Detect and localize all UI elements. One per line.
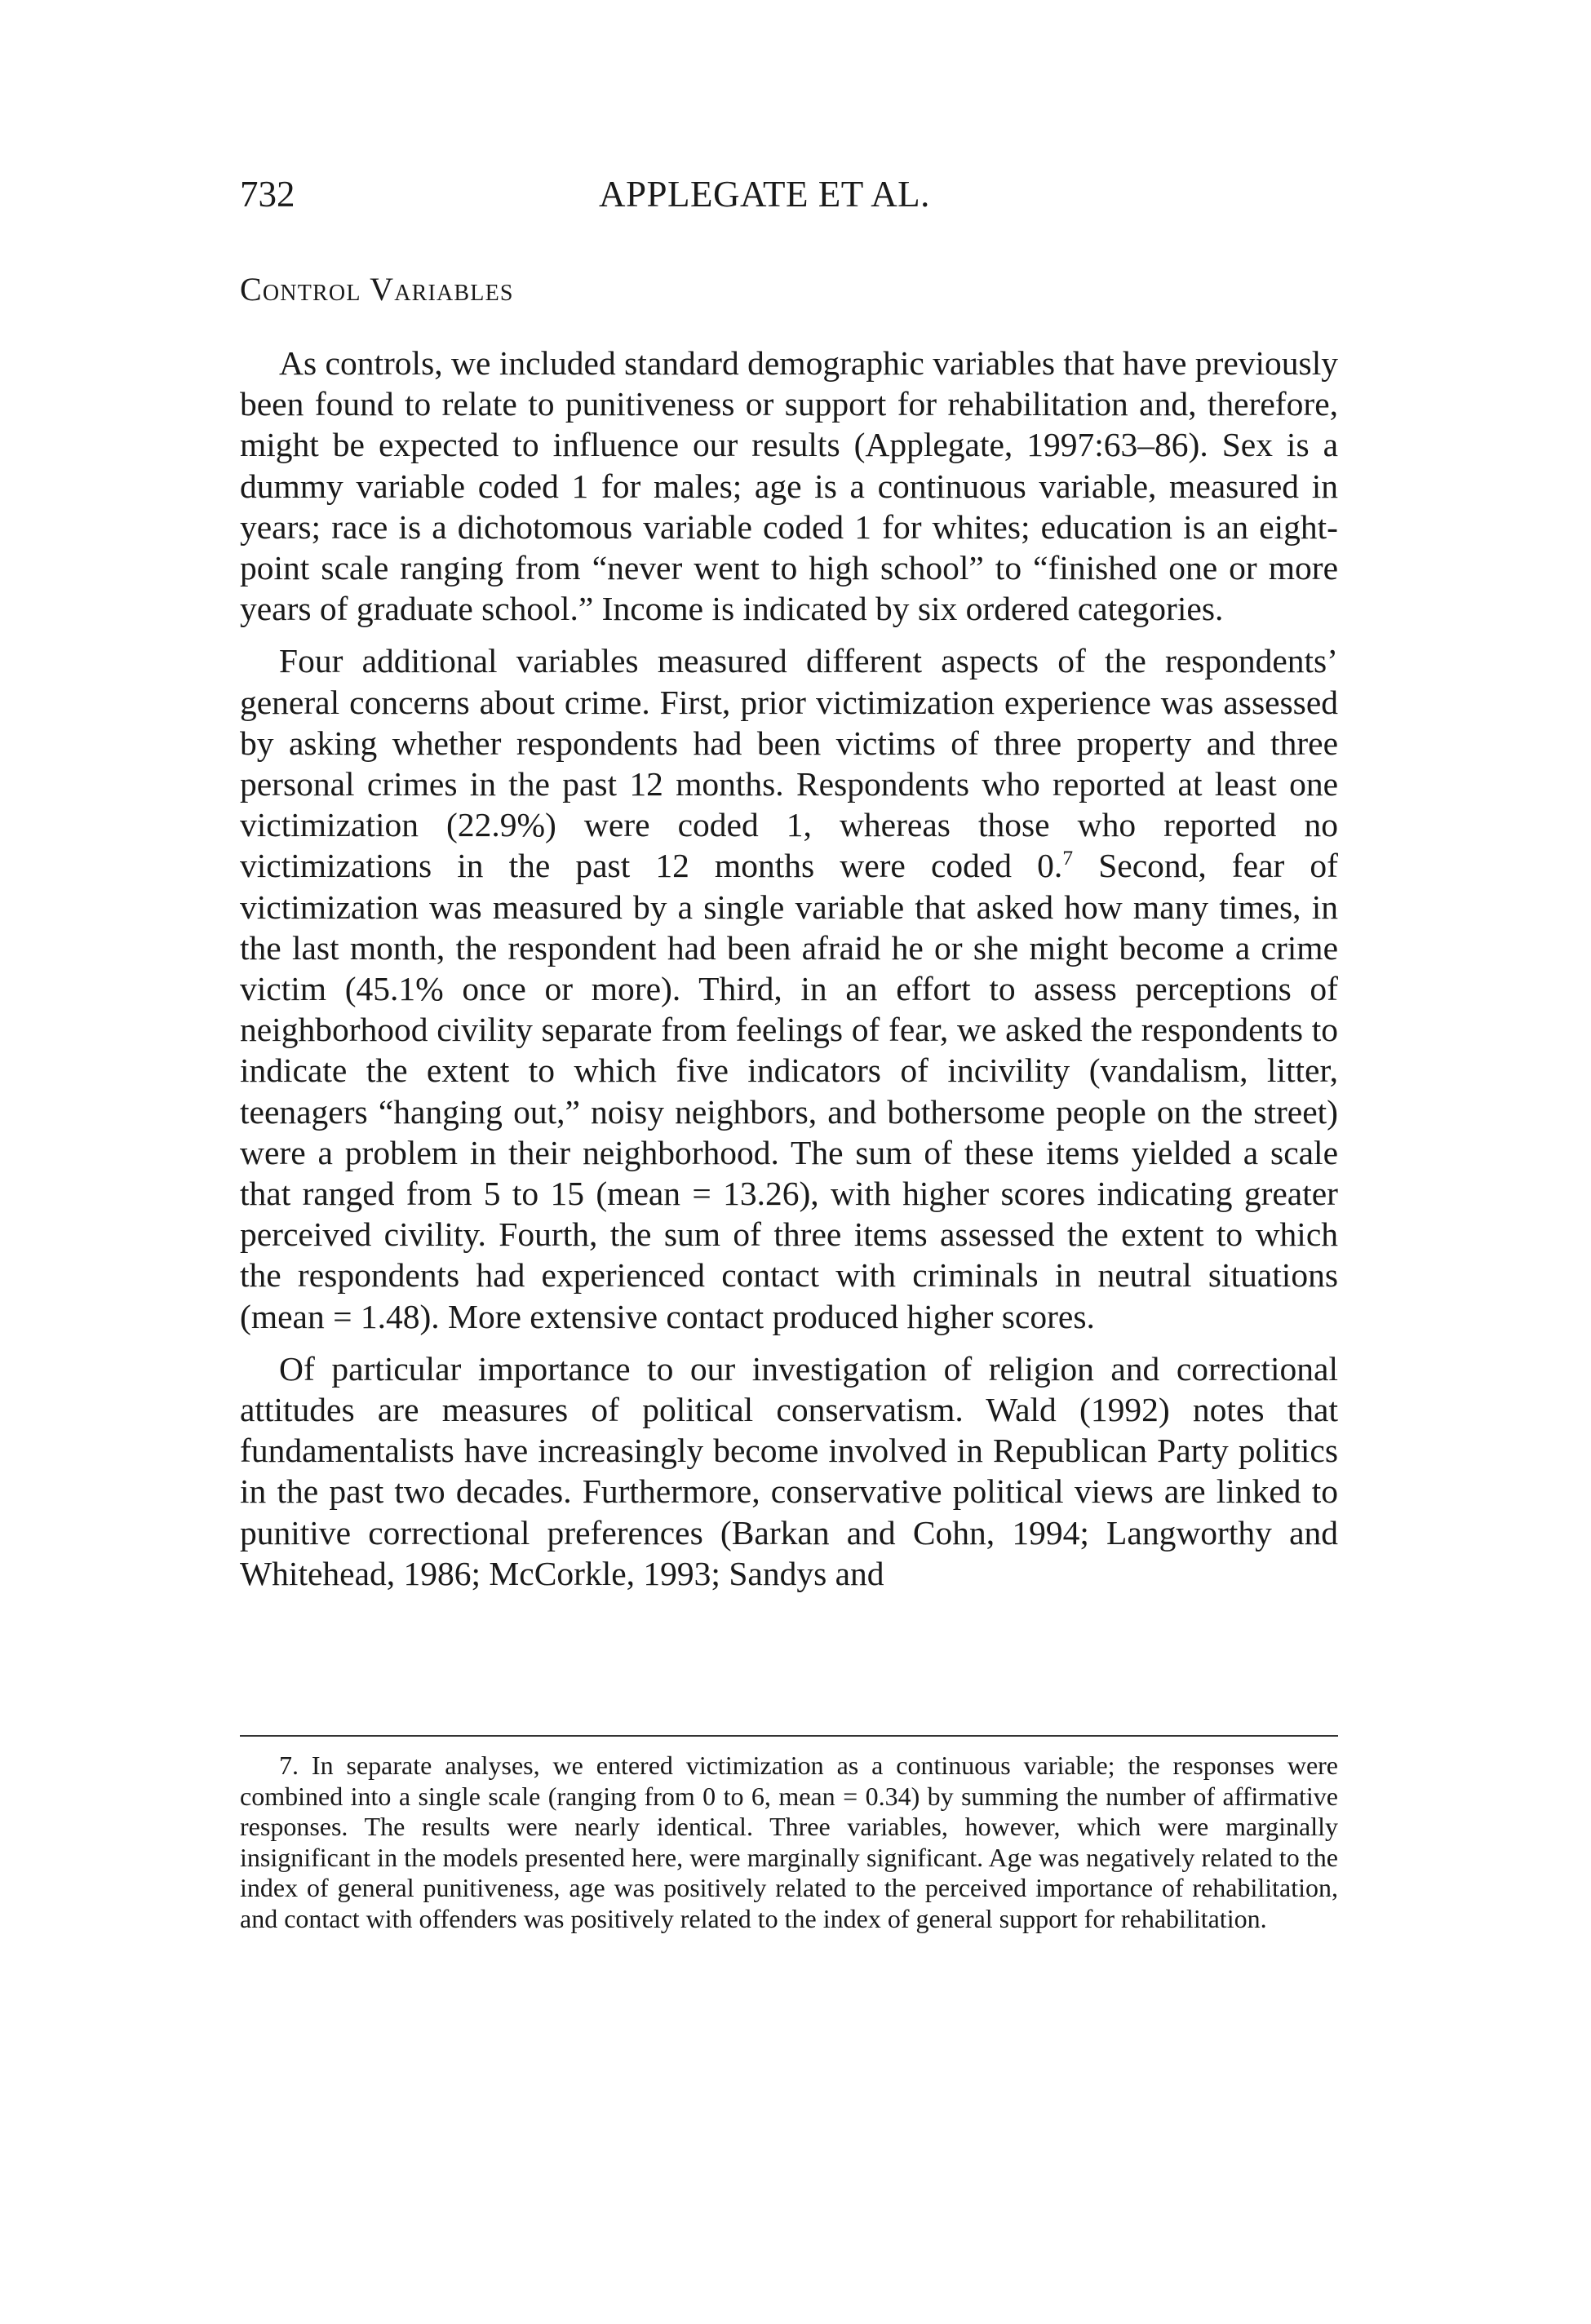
body-text [240,343,1338,1605]
running-title: APPLEGATE ET AL. [599,174,930,215]
paragraph [240,343,1338,629]
footnote-number: 7. [279,1751,299,1780]
paragraph-text: As controls, we included standard demographic variables that have previously been found to relate to punitiveness or support for rehabilitation and, therefore, might be expected to influence our results (Applegate, 1997:63–86). Sex is a dummy variable coded 1 for males; age is a continuous variable, measured in years; race is a dichotomous variable coded 1 for whites; education is an eight-point scale ranging from “never went to high school” to “finished one or more years of graduate school.” Income is indicated by six ordered categories. [240,344,1338,628]
footnote [240,1751,1338,1934]
footnotes [240,1751,1338,1934]
footnote-separator-rule [240,1735,1338,1737]
paragraph [240,640,1338,1336]
footnote-text: In separate analyses, we entered victimization as a continuous variable; the responses were combined into a single scale (ranging from 0 to 6, mean = 0.34) by summing the number of affirmative responses. The results were nearly identical. Three variables, however, which were marginally insignificant in the models presented here, were marginally significant. Age was negatively related to the index of general punitiveness, age was positively related to the perceived importance of rehabilitation, and contact with offenders was positively related to the index of general support for rehabilitation. [240,1751,1338,1933]
section-heading: Control Variables [240,271,514,308]
page-number: 732 [240,174,295,215]
paragraph-text: Second, fear of victimization was measured by a single variable that asked how many times, in the last month, the respondent had been afraid he or she might become a crime victim (45.1% once or more). Third, in an effort to assess perceptions of neighborhood civility separate from feelings of fear, we asked the respondents to indicate the extent to which five indicators of incivility (vandalism, litter, teenagers “hanging out,” noisy neighbors, and bothersome people on the street) were a problem in their neighborhood. The sum of these items yielded a scale that ranged from 5 to 15 (mean = 13.26), with higher scores indicating greater perceived civility. Fourth, the sum of three items assessed the extent to which the respondents had experienced contact with criminals in neutral situations (mean = 1.48). More extensive contact produced higher scores. [240,847,1338,1335]
paragraph-text: Of particular importance to our investigation of religion and correctional attitudes are measures of political conservatism. Wald (1992) notes that fundamentalists have increasingly become involved in Republican Party politics in the past two decades. Furthermore, conservative political views are linked to punitive correctional preferences (Barkan and Cohn, 1994; Langworthy and Whitehead, 1986; McCorkle, 1993; Sandys and [240,1349,1338,1592]
paragraph-text: Four additional variables measured different aspects of the respondents’ general concerns about crime. First, prior victimization experience was assessed by asking whether respondents had been victims of three property and three personal crimes in the past 12 months. Respondents who reported at least one victimization (22.9%) were coded 1, whereas those who reported no victimizations in the past 12 months were coded 0. [240,642,1338,885]
footnote-reference[interactable]: 7 [1062,846,1074,870]
running-head [240,170,1338,219]
paragraph [240,1348,1338,1594]
